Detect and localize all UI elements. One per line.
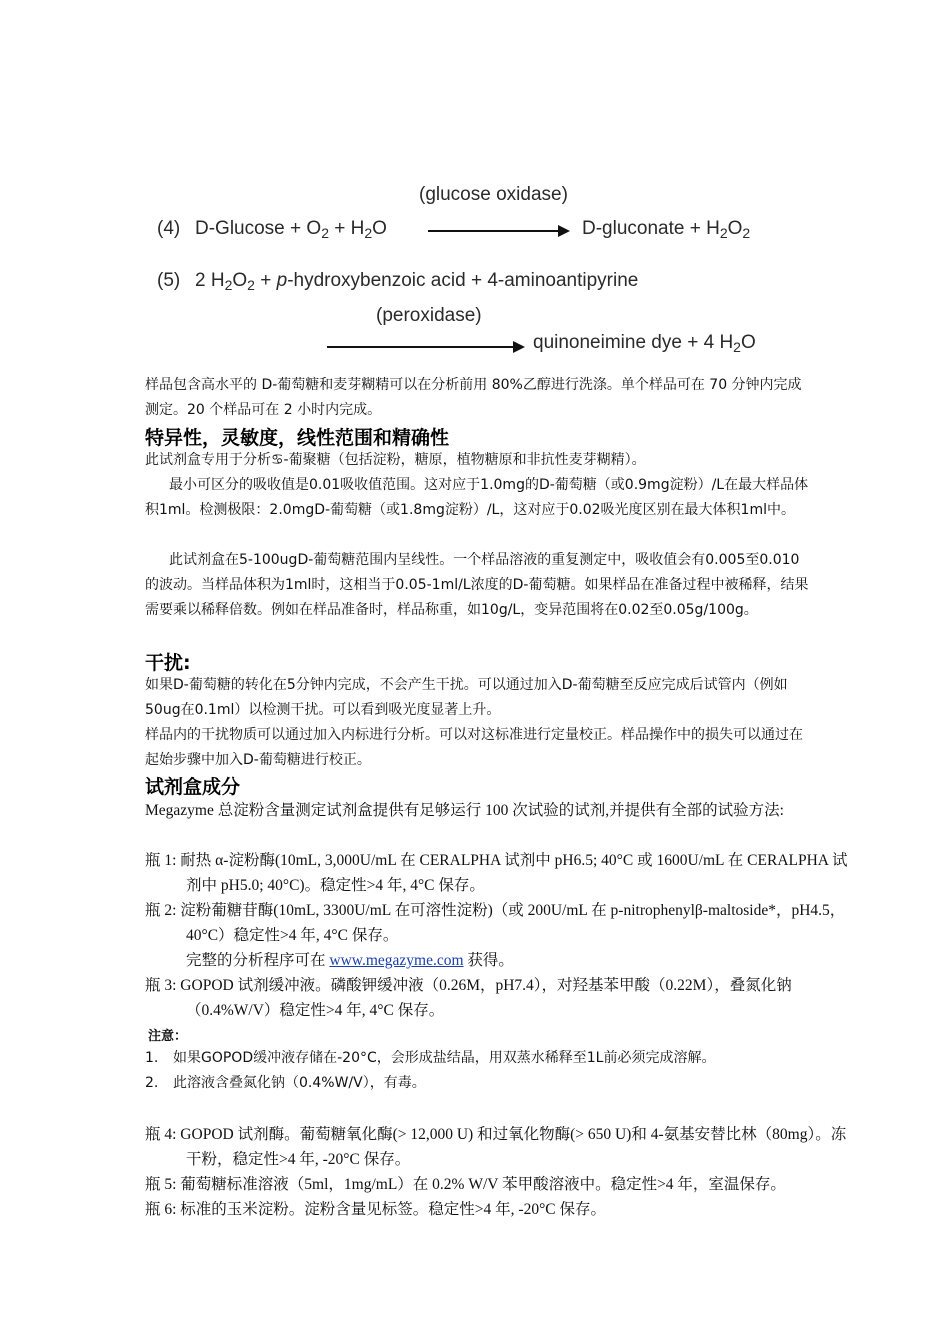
bottle-4: 瓶 4: GOPOD 试剂酶。葡萄糖氧化酶(> 12,000 U) 和过氧化物酶(> 650 U)和 4-氨基安替比林（80mg）。冻干粉，稳定性>4 年, -20°C 保存。 [145, 1126, 847, 1168]
section-heading-specificity: 特异性，灵敏度，线性范围和精确性 [145, 427, 450, 449]
reaction4-reactants: $D-Glucose + O_2 + H_2O$ [195, 218, 387, 241]
bottle-6: 瓶 6: 标准的玉米淀粉。淀粉含量见标签。稳定性>4 年, -20°C 保存。 [145, 1201, 606, 1218]
megazyme-link[interactable]: www.megazyme.com [329, 952, 464, 969]
section-heading-interference: 干扰: [145, 652, 191, 674]
sensitivity-paragraph: 最小可区分的吸收值是0.01吸收值范围。这对应于1.0mg的D-葡萄糖（或0.9mg淀粉）/L在最大样品体积1ml。检测极限：2.0mgD-葡萄糖（或1.8mg淀粉）/L，这对应于0.02吸光度区别在最大体积1ml中。 [145, 477, 809, 518]
reaction4-products: D-gluconate + $H_2O_2$ [582, 218, 751, 241]
specificity-paragraph: 此试剂盒专用于分析♋-葡聚糖（包括淀粉，糖原，植物糖原和非抗性麦芽糊精）。 [145, 452, 646, 468]
reaction5-reactants: 2 $H_2O_2$ + p-hydroxybenzoic acid + 4-aminoantipyrine [195, 270, 639, 293]
interference-paragraph-2: 样品内的干扰物质可以通过加入内标进行分析。可以对这标准进行定量校正。样品操作中的损失可以通过在起始步骤中加入D-葡萄糖进行校正。 [145, 727, 803, 768]
bottle-3: 瓶 3: GOPOD 试剂缓冲液。磷酸钾缓冲液（0.26M，pH7.4），对羟基苯甲酸（0.22M），叠氮化钠（0.4%W/V）稳定性>4 年, 4°C 保存。 [145, 977, 792, 1019]
bottle-2: 瓶 2: 淀粉葡糖苷酶(10mL, 3300U/mL 在可溶性淀粉)（或 200U/mL 在 p-nitrophenylβ-maltoside*，pH4.5，40°C）稳定性>4 年, 4°C 保存。 [145, 902, 846, 944]
reaction4-arrow [428, 230, 568, 232]
bottle-1: 瓶 1: 耐热 α-淀粉酶(10mL, 3,000U/mL 在 CERALPHA 试剂中 pH6.5; 40°C 或 1600U/mL 在 CERALPHA 试剂中 pH5.0; 40°C)。稳定性>4 年, 4°C 保存。 [145, 852, 848, 894]
reaction4-number: (4) [157, 218, 181, 239]
reaction5-enzyme: (peroxidase) [376, 305, 482, 326]
bottle-2-more-info: 完整的分析程序可在 www.megazyme.com 获得。 [186, 952, 514, 969]
kit-intro-paragraph: Megazyme 总淀粉含量测定试剂盒提供有足够运行 100 次试验的试剂,并提供有全部的试验方法: [145, 802, 784, 819]
section-heading-kit-contents: 试剂盒成分 [145, 776, 241, 798]
note-title: 注意： [148, 1029, 188, 1044]
reaction5-number: (5) [157, 270, 181, 291]
intro-paragraph: 样品包含高水平的 D-葡萄糖和麦芽糊精可以在分析前用 80%乙醇进行洗涤。单个样品可在 70 分钟内完成测定。20 个样品可在 2 小时内完成。 [145, 377, 802, 418]
reaction5-products: quinoneimine dye + 4 $H_2O$ [533, 332, 756, 355]
linearity-paragraph: 此试剂盒在5-100ugD-葡萄糖范围内呈线性。一个样品溶液的重复测定中，吸收值会有0.005至0.010的波动。当样品体积为1ml时，这相当于0.05-1ml/L浓度的D-葡萄糖。如果样品在准备过程中被稀释，结果需要乘以稀释倍数。例如在样品准备时，样品称重，如10g/L，变异范围将在0.02至0.05g/100g。 [145, 552, 809, 618]
note-item-2: 2. 此溶液含叠氮化钠（0.4%W/V），有毒。 [145, 1075, 426, 1091]
bottle-5: 瓶 5: 葡萄糖标准溶液（5ml，1mg/mL）在 0.2% W/V 苯甲酸溶液中。稳定性>4 年，室温保存。 [145, 1176, 786, 1193]
interference-paragraph-1: 如果D-葡萄糖的转化在5分钟内完成，不会产生干扰。可以通过加入D-葡萄糖至反应完成后试管内（例如50ug在0.1ml）以检测干扰。可以看到吸光度显著上升。 [145, 677, 788, 718]
reaction5-arrow [327, 346, 523, 348]
note-item-1: 1. 如果GOPOD缓冲液存储在-20°C，会形成盐结晶，用双蒸水稀释至1L前必须完成溶解。 [145, 1050, 716, 1066]
reaction4-enzyme: (glucose oxidase) [419, 184, 568, 205]
